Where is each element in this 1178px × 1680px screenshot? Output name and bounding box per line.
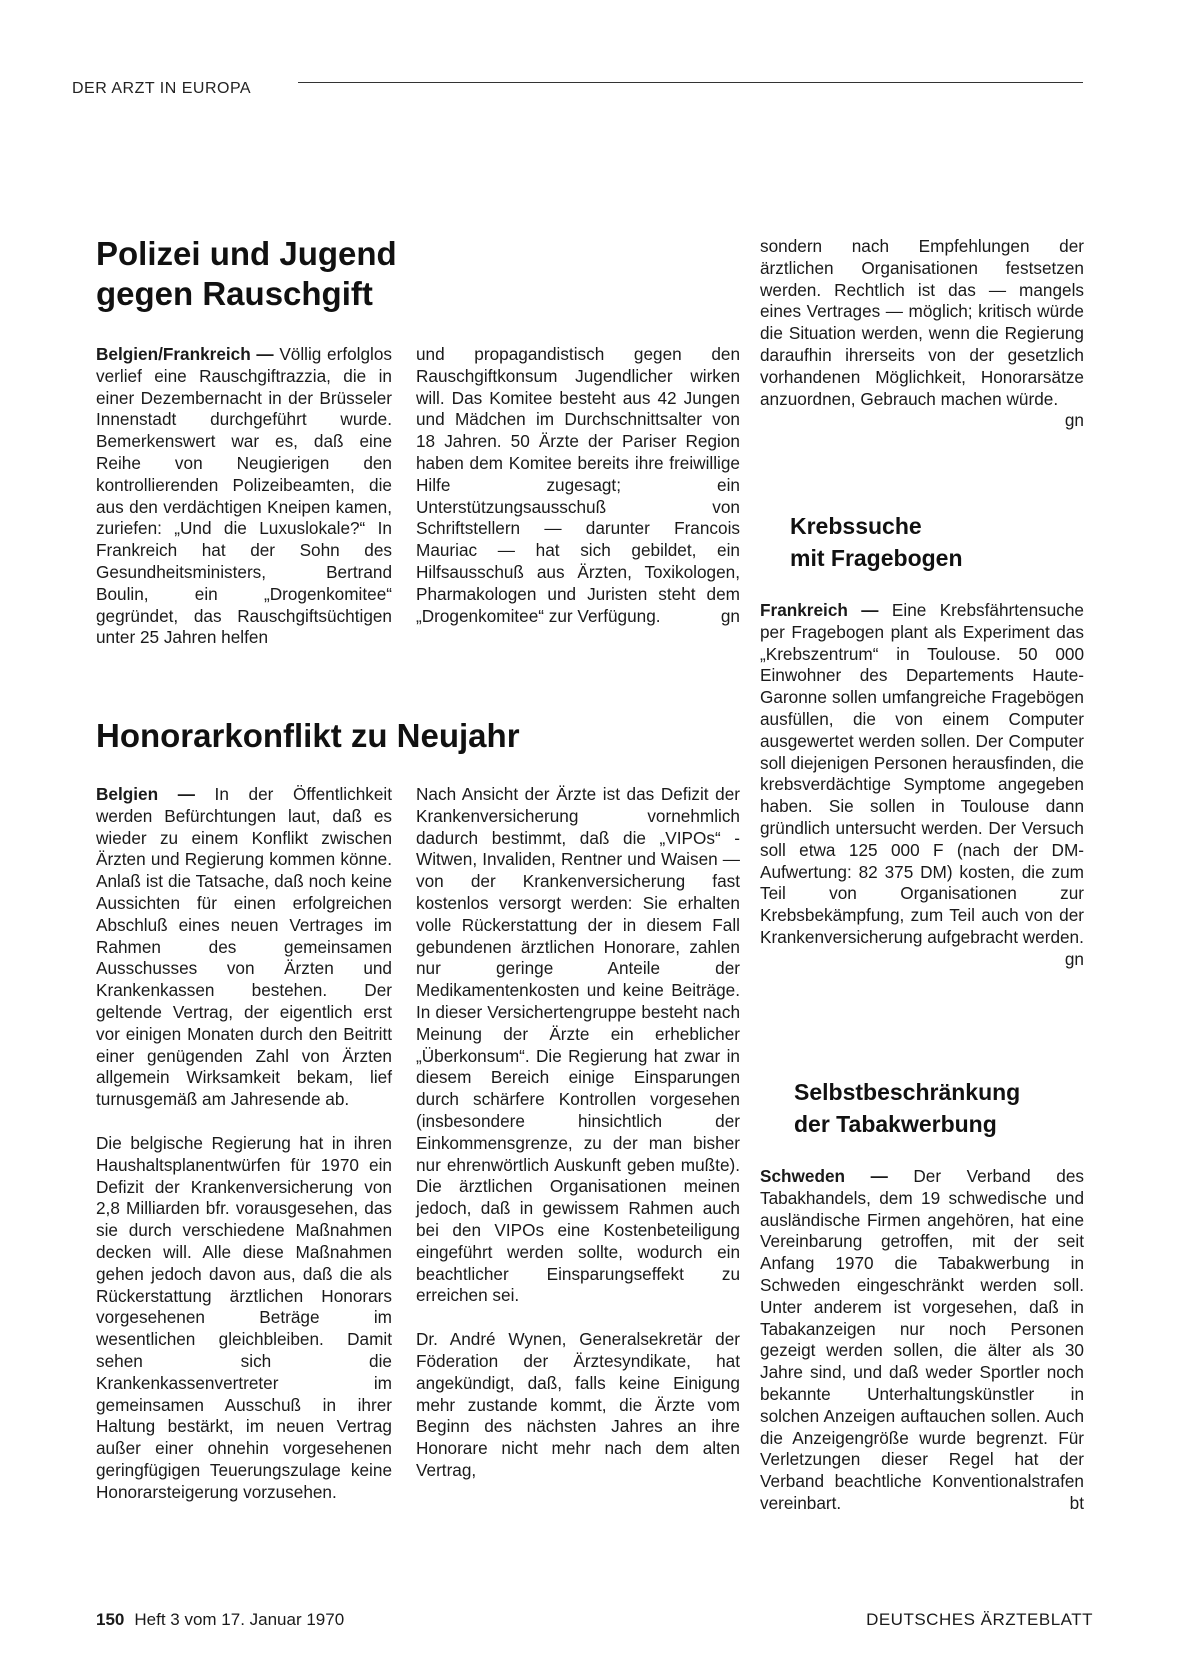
article3-signature: gn [1064, 948, 1084, 969]
article2-col2-paragraph1: Nach Ansicht der Ärzte ist das Defizit der Krankenversicherung vornehmlich dadurch bestimmt, daß die „VIPOs“ - Witwen, Invaliden, Rentner und Waisen — von der Krankenversicherung fast kostenlos versorgt werden: Sie erhalten volle Rückerstattung der in diesem Fall gebundenen ärztlichen Honorare, zahlen nur geringe Anteile der Medikamentenkosten und keine Beiträge. In dieser Versichertengruppe besteht nach Meinung der Ärzte ein erheblicher „Überkonsum“. Die Regierung hat zwar in diesem Bereich einige Einsparungen durch schärfere Kontrollen vorgesehen (insbesondere hinsichtlich der Einkommensgrenze, zu der man bisher nur ehrenwörtlich Auskunft geben mußte). Die ärztlichen Organisationen meinen jedoch, daß in gewissem Rahmen auch bei den VIPOs eine Kostenbeteiligung eingeführt werden sollte, wodurch ein beachtlicher Einsparungseffekt zu erreichen sei. [416, 784, 740, 1306]
article3-text: Eine Krebsfährtensuche per Fragebogen plant als Experiment das „Krebszentrum“ in Toulouse. 50 000 Einwohner des Departements Haute-Garonne sollen umfangreiche Fragebögen ausfüllen, die von einem Computer ausgewertet werden sollen. Der Computer soll diejenigen Personen herausfinden, die krebsverdächtige Symptome angegeben haben. Sie sollen in Toulouse dann gründlich untersucht werden. Der Versuch soll etwa 125 000 F (nach der DM-Aufwertung: 82 375 DM) kosten, die zum Teil von Organisationen zur Krebsbekämpfung, zum Teil auch von der Krankenversicherung aufgebracht werden. [760, 600, 1084, 947]
article2-headline: Honorarkonflikt zu Neujahr [96, 717, 520, 754]
article1-lead: Belgien/Frankreich — [96, 344, 274, 364]
article2-col3-paragraph [760, 236, 1084, 431]
article1-headline-line1: Polizei und Jugend [96, 235, 397, 272]
article1-col2-paragraph [416, 344, 740, 627]
issue-line: Heft 3 vom 17. Januar 1970 [134, 1610, 345, 1629]
article4-headline-line2: der Tabakwerbung [794, 1111, 997, 1137]
article1-column2 [416, 344, 740, 627]
article4-text: Der Verband des Tabakhandels, dem 19 schwedische und ausländische Firmen angehören, hat eine Vereinbarung getroffen, mit der seit Anfang 1970 die Tabakwerbung in Schweden eingeschränkt werden soll. Unter anderem ist vorgesehen, daß in Tabakanzeigen nur noch Personen gezeigt werden sollen, die älter als 30 Jahre sind, und daß weder Sportler noch bekannte Unterhaltungskünstler in solchen Anzeigen auftauchen sollen. Auch die Anzeigengröße wurde begrenzt. Für Verletzungen dieser Regel hat der Verband beachtliche Konventionalstrafen vereinbart. [760, 1166, 1084, 1513]
article2-col1-paragraph2: Die belgische Regierung hat in ihren Haushaltsplanentwürfen für 1970 ein Defizit der Krankenversicherung von 2,8 Milliarden bfr. vorausgesehen, das sie durch verschiedene Maßnahmen decken will. Alle diese Maßnahmen gehen jedoch davon aus, daß die als Rückerstattung ärztlichen Honorars vorgesehenen Beträge im wesentlichen gleichbleiben. Damit sehen sich die Krankenkassenvertreter im gemeinsamen Ausschuß in ihrer Haltung bestärkt, im neuen Vertrag außer einer ohnehin vorgesehenen geringfügigen Teuerungszulage keine Honorarsteigerung vorzusehen. [96, 1132, 392, 1502]
article3-lead: Frankreich — [760, 600, 879, 620]
article2-column3 [760, 236, 1084, 432]
article2-lead: Belgien — [96, 784, 195, 804]
article2-col3-text: sondern nach Empfehlungen der ärztlichen Organisationen festsetzen werden. Rechtlich ist das — mangels eines Vertrages — möglich; kritisch würde die Situation werden, wenn die Regierung daraufhin ihrerseits von der gesetzlich vorhandenen Möglichkeit, Honorarsätze anzuordnen, Gebrauch machen würde. [760, 236, 1084, 409]
footer-issue-info [96, 1610, 344, 1630]
section-label: DER ARZT IN EUROPA [72, 80, 252, 97]
article4-signature: bt [1069, 1492, 1084, 1513]
article2-signature: gn [1064, 410, 1084, 431]
article2-col1-text1: In der Öffentlichkeit werden Befürchtungen laut, daß es wieder zu einem Konflikt zwischen Ärzten und Regierung kommen könne. Anlaß ist die Tatsache, daß noch keine Aussichten für einen erfolgreichen Abschluß eines neuen Vertrages im Rahmen des gemeinsamen Ausschusses von Ärzten und Krankenkassen bestehen. Der geltende Vertrag, der eigentlich erst vor einigen Monaten durch den Beitritt einer genügenden Zahl von Ärzten allgemein Wirksamkeit bekam, lief turnusgemäß am Jahresende ab. [96, 784, 393, 1110]
article3-headline-line2: mit Fragebogen [790, 545, 963, 571]
article4-paragraph [760, 1166, 1084, 1515]
article1-signature: gn [720, 605, 740, 626]
article1-headline [96, 234, 397, 314]
article3-headline [790, 510, 963, 574]
article4-headline [794, 1076, 1020, 1140]
article4-lead: Schweden — [760, 1166, 888, 1186]
article2-col1-paragraph1 [96, 784, 392, 1111]
page-number: 150 [96, 1610, 125, 1629]
article4-headline-line1: Selbstbeschränkung [794, 1079, 1021, 1105]
article2-col2-paragraph2: Dr. André Wynen, Generalsekretär der Föderation der Ärztesyndikate, hat angekündigt, daß, falls keine Einigung mehr zustande kommt, die Ärzte vom Beginn des nächsten Jahres an ihre Honorare nicht mehr nach dem alten Vertrag, [416, 1329, 740, 1480]
publication-name: DEUTSCHES ÄRZTEBLATT [866, 1610, 1093, 1629]
article1-headline-line2: gegen Rauschgift [96, 275, 373, 312]
article1-col1-paragraph [96, 344, 392, 649]
article2-column2 [416, 784, 740, 1482]
article3-column [760, 600, 1084, 971]
article1-col2-text: und propagandistisch gegen den Rauschgiftkonsum Jugendlicher wirken will. Das Komitee besteht aus 42 Jungen und Mädchen im Durchschnittsalter von 18 Jahren. 50 Ärzte der Pariser Region haben dem Komitee bereits ihre freiwillige Hilfe zugesagt; ein Unterstützungsausschuß von Schriftstellern — darunter Francois Mauriac — hat sich gebildet, ein Hilfsausschuß aus Ärzten, Toxikologen, Pharmakologen und Juristen steht dem „Drogenkomitee“ zur Verfügung. [416, 344, 740, 626]
article3-headline-line1: Krebssuche [790, 513, 922, 539]
article4-column [760, 1166, 1084, 1515]
article1-column1 [96, 344, 392, 649]
header-rule [298, 82, 1083, 83]
article3-paragraph [760, 600, 1084, 969]
article1-col1-text: Völlig erfolglos verlief eine Rauschgiftrazzia, die in einer Dezembernacht in der Brüsseler Innenstadt durchgeführt wurde. Bemerkenswert war es, daß eine Reihe von Neugierigen den kontrollierenden Polizeibeamten, die aus den verdächtigen Kneipen kamen, zuriefen: „Und die Luxuslokale?“ In Frankreich hat der Sohn des Gesundheitsministers, Bertrand Boulin, ein „Drogenkomitee“ gegründet, das Rauschgiftsüchtigen unter 25 Jahren helfen [96, 344, 393, 648]
article2-column1 [96, 784, 392, 1504]
